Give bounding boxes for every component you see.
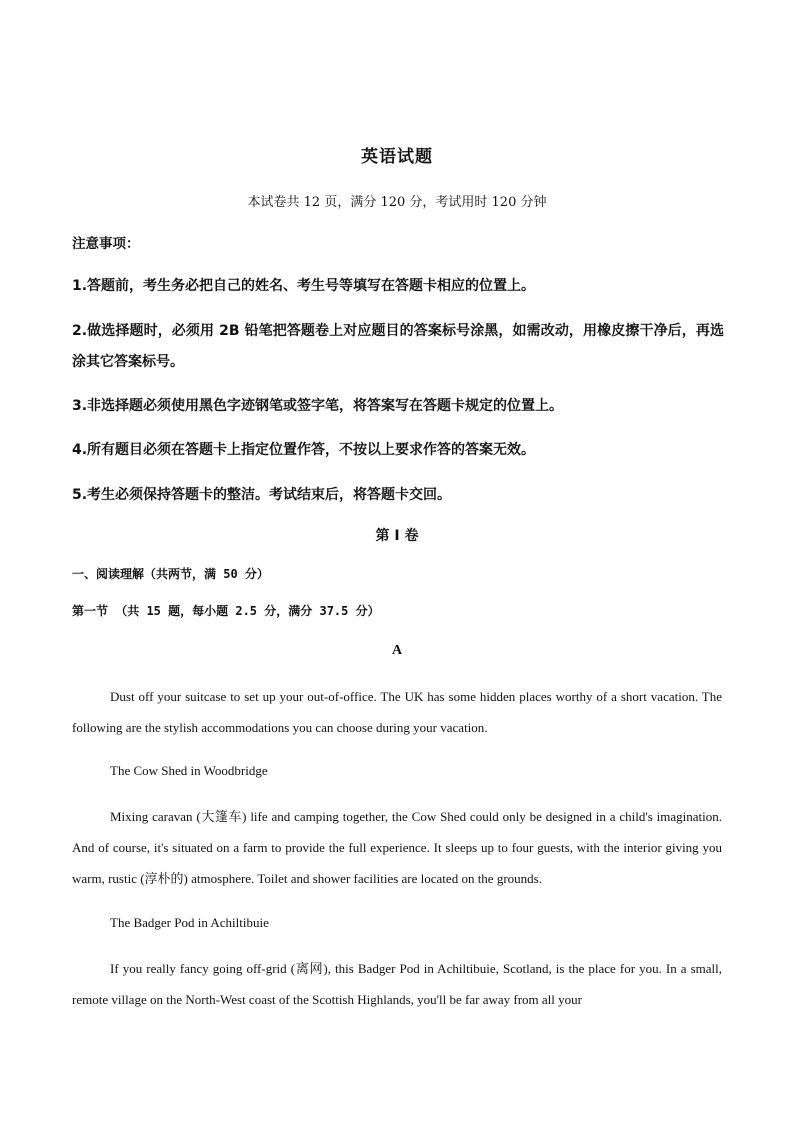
place-text-cow-shed: Mixing caravan (大篷车) life and camping together, the Cow Shed could only be designed in a child's imagination. And of course, it's situated on a farm to provide the full experience. It sleeps up to four guests, with the interior giving you warm, rustic (淳朴的) atmosphere. Toilet and shower facilities are located on the grounds. (72, 809, 722, 886)
part-heading: 一、阅读理解（共两节，满 50 分） (72, 567, 269, 581)
notice-item-1: 1.答题前，考生务必把自己的姓名、考生号等填写在答题卡相应的位置上。 (72, 278, 536, 294)
volume-heading: 第 I 卷 (375, 528, 419, 544)
place-text-badger-pod: If you really fancy going off-grid (离网), this Badger Pod in Achiltibuie, Scotland, is the place for you. In a small, remote village on the North-West coast of the Scottish Highlands, you'll be far away from all your (72, 961, 722, 1007)
notice-item-2: 2.做选择题时，必须用 2B 铅笔把答题卷上对应题目的答案标号涂黑，如需改动，用橡皮擦干净后，再选涂其它答案标号。 (72, 323, 724, 370)
passage-intro: Dust off your suitcase to set up your out-of-office. The UK has some hidden places worthy of a short vacation. The following are the stylish accommodations you can choose during your vacation. (72, 689, 722, 735)
place-title-cow-shed: The Cow Shed in Woodbridge (110, 763, 268, 778)
notice-heading: 注意事项： (72, 236, 140, 252)
page-title: 英语试题 (361, 147, 433, 167)
notice-item-4: 4.所有题目必须在答题卡上指定位置作答，不按以上要求作答的答案无效。 (72, 442, 536, 458)
section-heading: 第一节 （共 15 题，每小题 2.5 分，满分 37.5 分） (72, 604, 380, 618)
notice-item-5: 5.考生必须保持答题卡的整洁。考试结束后，将答题卡交回。 (72, 487, 452, 503)
exam-info: 本试卷共 12 页，满分 120 分，考试用时 120 分钟 (247, 195, 547, 210)
place-title-badger-pod: The Badger Pod in Achiltibuie (110, 915, 269, 930)
notice-item-3: 3.非选择题必须使用黑色字迹钢笔或签字笔，将答案写在答题卡规定的位置上。 (72, 398, 564, 414)
passage-letter: A (391, 643, 403, 658)
